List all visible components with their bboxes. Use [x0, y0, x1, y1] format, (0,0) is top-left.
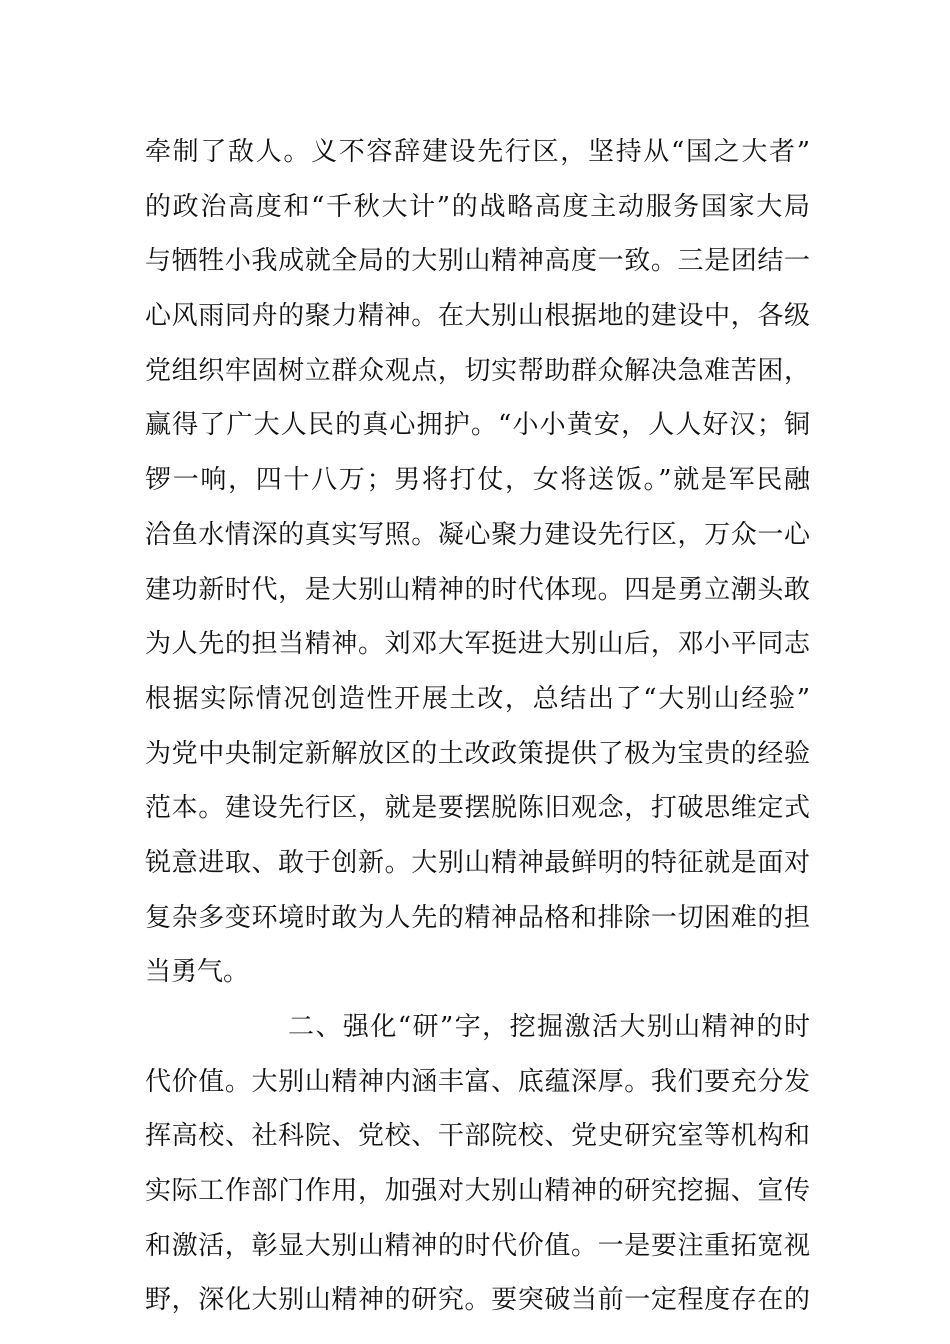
text-line: 野，深化大别山精神的研究。要突破当前一定程度存在的: [145, 1285, 810, 1316]
text-line: 赢得了广大人民的真心拥护。“小小黄安，人人好汉；铜: [145, 410, 810, 441]
body-text: [145, 125, 810, 1328]
text-line: 锐意进取、敢于创新。大别山精神最鲜明的特征就是面对: [145, 847, 810, 878]
text-line: 范本。建设先行区，就是要摆脱陈旧观念，打破思维定式: [145, 793, 810, 824]
text-line: 的政治高度和“千秋大计”的战略高度主动服务国家大局: [145, 191, 810, 222]
paragraph-end-line: 当勇气。: [145, 957, 250, 988]
text-line: 与牺牲小我成就全局的大别山精神高度一致。三是团结一: [145, 246, 810, 277]
text-line: 为党中央制定新解放区的土改政策提供了极为宝贵的经验: [145, 738, 810, 769]
text-line: 牵制了敌人。义不容辞建设先行区，坚持从“国之大者”: [145, 137, 810, 167]
text-line: 复杂多变环境时敢为人先的精神品格和排除一切困难的担: [145, 902, 810, 933]
text-line: 实际工作部门作用，加强对大别山精神的研究挖掘、宣传: [145, 1176, 810, 1207]
text-line: 党组织牢固树立群众观点，切实帮助群众解决急难苦困，: [145, 355, 810, 386]
text-line: 锣一响，四十八万；男将打仗，女将送饭。”就是军民融: [145, 465, 810, 496]
text-line: 挥高校、社科院、党校、干部院校、党史研究室等机构和: [145, 1121, 810, 1152]
text-line: 洽鱼水情深的真实写照。凝心聚力建设先行区，万众一心: [145, 519, 810, 550]
text-line: 为人先的担当精神。刘邓大军挺进大别山后，邓小平同志: [145, 629, 810, 660]
text-line: 建功新时代，是大别山精神的时代体现。四是勇立潮头敢: [145, 574, 810, 605]
text-line: 和激活，彰显大别山精神的时代价值。一是要注重拓宽视: [145, 1230, 810, 1261]
section-heading-line: 二、强化“研”字，挖掘激活大别山精神的时: [288, 1012, 810, 1042]
text-line: 心风雨同舟的聚力精神。在大别山根据地的建设中，各级: [145, 301, 810, 332]
text-line: 代价值。大别山精神内涵丰富、底蕴深厚。我们要充分发: [145, 1066, 810, 1097]
text-line: 根据实际情况创造性开展土改，总结出了“大别山经验”: [145, 683, 810, 714]
